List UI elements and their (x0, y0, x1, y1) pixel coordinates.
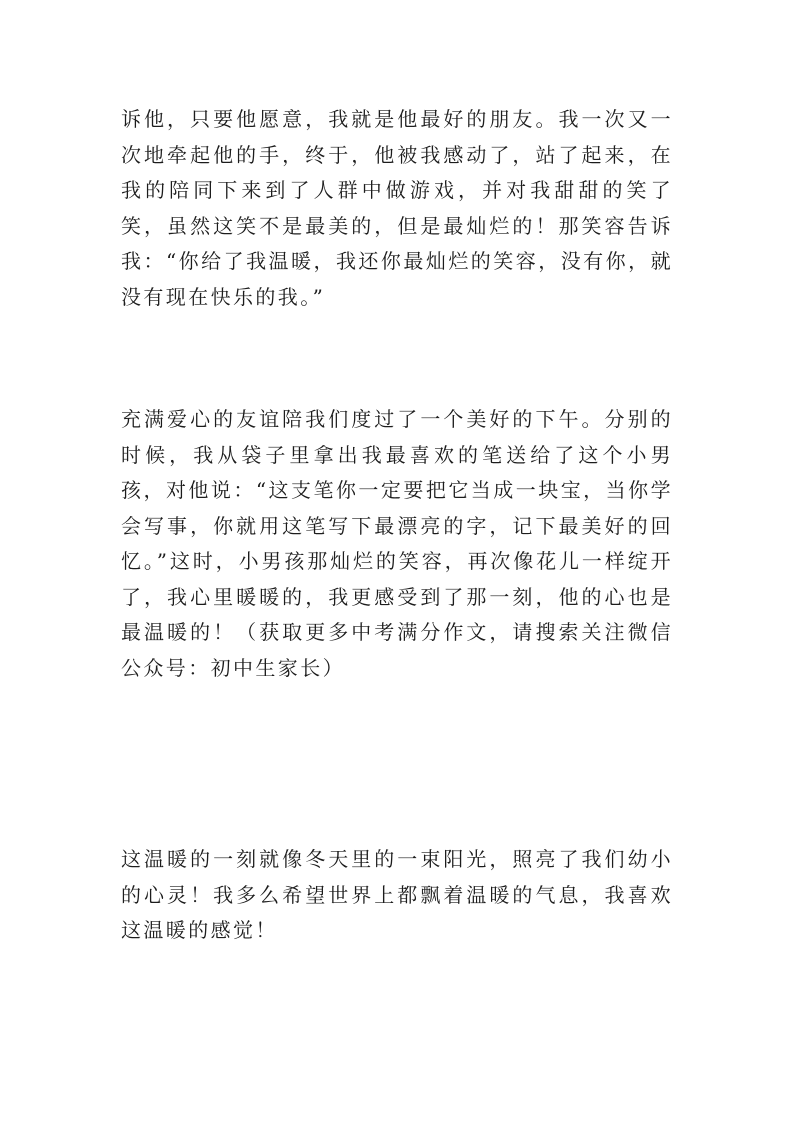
paragraph-2: 充满爱心的友谊陪我们度过了一个美好的下午。分别的时候，我从袋子里拿出我最喜欢的笔送给了这个小男孩，对他说：“这支笔你一定要把它当成一块宝，当你学会写事，你就用这笔写下最漂亮的字，记下最美好的回忆。”这时，小男孩那灿烂的笑容，再次像花儿一样绽开了，我心里暖暖的，我更感受到了那一刻，他的心也是最温暖的！（获取更多中考满分作文，请搜索关注微信公众号：初中生家长） (121, 407, 673, 680)
paragraph-3: 这温暖的一刻就像冬天里的一束阳光，照亮了我们幼小的心灵！我多么希望世界上都飘着温暖的气息，我喜欢这温暖的感觉！ (121, 847, 673, 942)
paragraph-1: 诉他，只要他愿意，我就是他最好的朋友。我一次又一次地牵起他的手，终于，他被我感动了，站了起来，在我的陪同下来到了人群中做游戏，并对我甜甜的笑了笑，虽然这笑不是最美的，但是最灿烂的！那笑容告诉我：“你给了我温暖，我还你最灿烂的笑容，没有你，就没有现在快乐的我。” (121, 107, 673, 309)
